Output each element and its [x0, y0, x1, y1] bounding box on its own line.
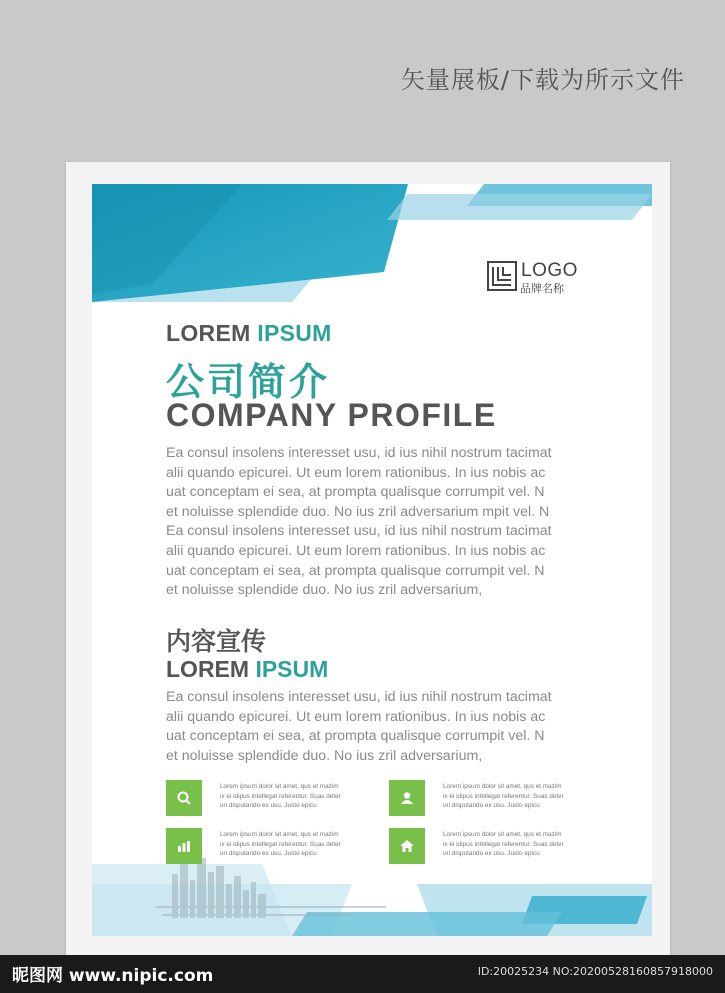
title-lorem-ipsum [166, 320, 332, 347]
feature-line: uri disputando ex usu. Justo epicu [220, 802, 317, 809]
watermark-bar [0, 955, 725, 993]
feature-line: uri disputando ex usu. Justo epicu [443, 850, 540, 857]
paragraph-line: alii quando epicurei. Ut eum lorem rationibus. In ius nobis ac [166, 542, 546, 559]
watermark-id: ID:20025234 NO:20200528160857918000 [477, 965, 713, 978]
feature-line: Lorem ipsum dolor sit amet, qus et mazim [443, 783, 562, 790]
section-title-cn: 内容宣传 [166, 627, 267, 656]
watermark-left: 昵图网 www.nipic.com [12, 966, 214, 986]
feature-line: ix ei idipus intellegat referentur. Suas deter [220, 840, 341, 848]
paragraph-line: alii quando epicurei. Ut eum lorem rationibus. In ius nobis ac [166, 464, 546, 481]
paragraph-line: uat conceptam ei sea, at prompta qualisque corrumpit vel. N [166, 728, 545, 745]
feature-line: ix ei idipus intellegat referentur. Suas deter [443, 840, 564, 848]
brand-logo [487, 259, 587, 299]
header-caption: 矢量展板/下载为所示文件 [400, 66, 685, 94]
section-en-part1: LOREM [166, 656, 256, 682]
paragraph-line: et noluisse splendide duo. No ius zril adversarium mpit vel. N [166, 503, 550, 520]
section-en-part2: IPSUM [255, 656, 329, 682]
paragraph-line: Ea consul insolens interesset usu, id ius nihil nostrum tacimat [166, 445, 552, 461]
title-en-part2: IPSUM [257, 320, 332, 346]
paragraph-line: uat conceptam ei sea, at prompta qualisque corrumpit vel. N [166, 562, 545, 579]
logo-mark-icon [487, 261, 517, 291]
feature-line: ix ei idipus intellegat referentur. Suas deter [443, 792, 564, 800]
feature-item-chart [166, 828, 366, 868]
bar-chart-icon [166, 828, 202, 864]
section-title-en [166, 656, 328, 683]
feature-text [220, 782, 370, 811]
title-en-part1: LOREM [166, 320, 258, 346]
feature-line: uri disputando ex usu. Justo epicu [443, 802, 540, 809]
paragraph-line: uat conceptam ei sea, at prompta qualisque corrumpit vel. N [166, 484, 545, 501]
home-icon [389, 828, 425, 864]
feature-item-home [389, 828, 589, 868]
paragraph-line: et noluisse splendide duo. No ius zril adversarium, [166, 582, 483, 599]
title-company-profile: COMPANY PROFILE [166, 397, 497, 433]
feature-item-search [166, 780, 366, 820]
user-icon [389, 780, 425, 816]
title-cn: 公司简介 [166, 360, 331, 404]
logo-subtext: 品牌名称 [520, 282, 564, 295]
feature-line: ix ei idipus intellegat referentur. Suas deter [220, 792, 341, 800]
intro-paragraph [166, 444, 586, 601]
deco-top-right-2 [387, 194, 652, 220]
paragraph-line: et noluisse splendide duo. No ius zril adversarium, [166, 747, 483, 764]
paragraph-line: alii quando epicurei. Ut eum lorem rationibus. In ius nobis ac [166, 708, 546, 725]
feature-item-user [389, 780, 589, 820]
feature-line: Lorem ipsum dolor sit amet, qus et mazim [220, 831, 339, 838]
logo-text: LOGO [521, 260, 578, 281]
poster [92, 184, 652, 936]
feature-line: Lorem ipsum dolor sit amet, qus et mazim [220, 783, 339, 790]
feature-text [443, 830, 593, 859]
feature-text [220, 830, 370, 859]
feature-line: uri disputando ex usu. Justo epicu [220, 850, 317, 857]
section-paragraph [166, 688, 586, 766]
feature-line: Lorem ipsum dolor sit amet, qus et mazim [443, 831, 562, 838]
feature-text [443, 782, 593, 811]
paragraph-line: Ea consul insolens interesset usu, id ius nihil nostrum tacimat [166, 689, 552, 705]
search-icon [166, 780, 202, 816]
paragraph-line: Ea consul insolens interesset usu, id ius nihil nostrum tacimat [166, 523, 552, 540]
